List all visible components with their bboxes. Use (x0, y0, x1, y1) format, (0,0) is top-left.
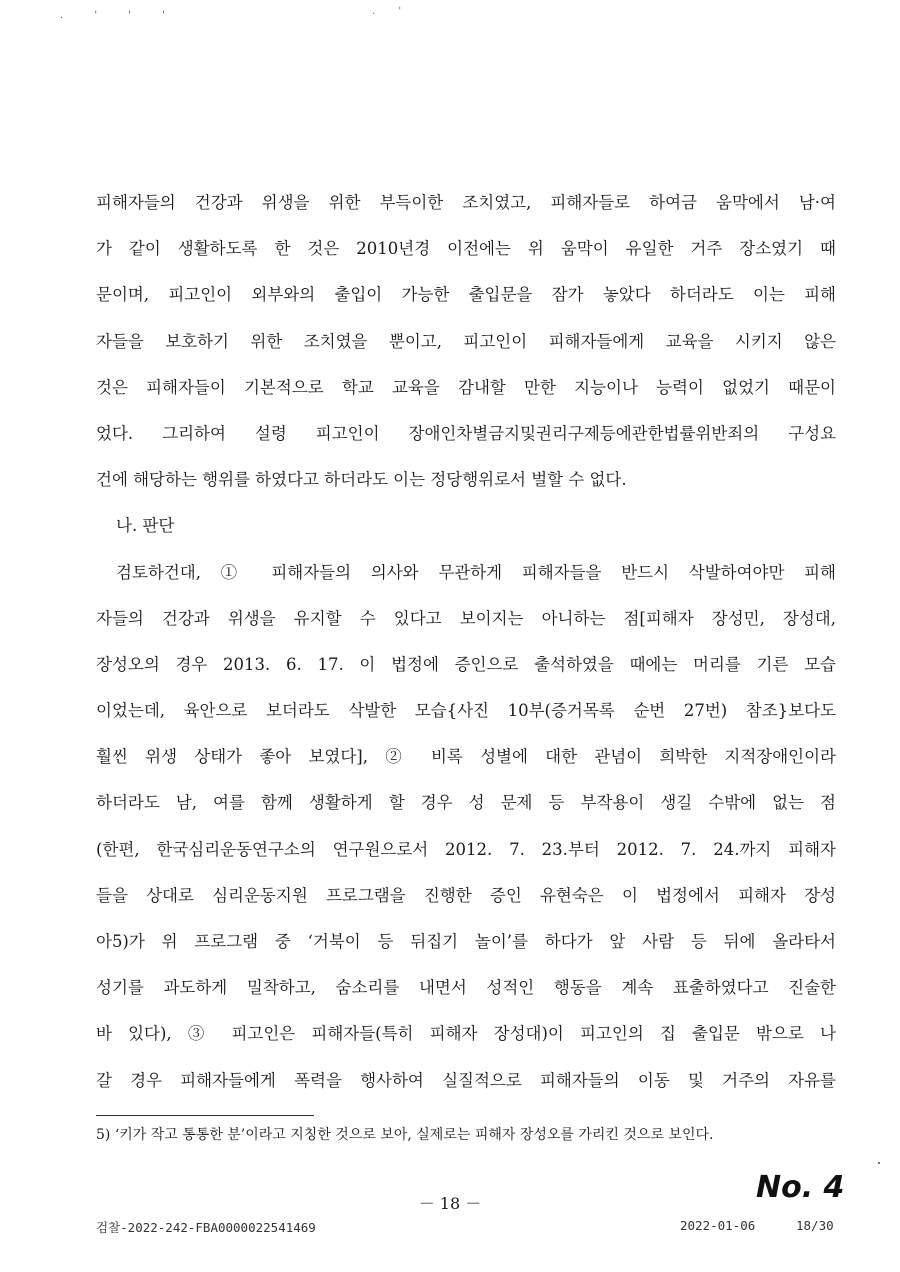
footer-document-id: 검찰-2022-242-FBA0000022541469 (96, 1220, 316, 1235)
text-line: 바 있다), ③ 피고인은 피해자들(특히 피해자 장성대)이 피고인의 집 출입문 밖으로 나 (96, 1024, 836, 1044)
footer-page-count: 18/30 (796, 1218, 834, 1233)
handwritten-page-stamp: No. 4 (756, 1170, 845, 1205)
footnote-divider (96, 1115, 314, 1116)
text-line: 들을 상대로 심리운동지원 프로그램을 진행한 증인 유현숙은 이 법정에서 피해자 장성 (96, 885, 836, 905)
text-line: 이었는데, 육안으로 보더라도 삭발한 모습{사진 10부(증거목록 순번 27번) 참조}보다도 (96, 701, 836, 721)
text-line: 피해자들의 건강과 위생을 위한 부득이한 조치였고, 피해자들로 하여금 움막에서 남·여 (96, 193, 836, 212)
text-line: 하더라도 남, 여를 함께 생활하게 할 경우 성 문제 등 부작용이 생길 수밖에 없는 점 (96, 793, 836, 813)
text-line: (한편, 한국심리운동연구소의 연구원으로서 2012. 7. 23.부터 2012. 7. 24.까지 피해자 (96, 839, 836, 859)
text-line: 자들의 건강과 위생을 유지할 수 있다고 보이지는 아니하는 점[피해자 장성민, 장성대, (96, 608, 836, 628)
text-line: 아5)가 위 프로그램 중 ‘거북이 등 뒤집기 놀이’를 하다가 앞 사람 등 뒤에 올라타서 (96, 932, 836, 951)
scan-specks: . ' (372, 6, 412, 17)
text-line: 자들을 보호하기 위한 조치였을 뿐이고, 피고인이 피해자들에게 교육을 시키지 않은 (96, 331, 836, 351)
scan-speck (878, 1162, 880, 1164)
text-line: 장성오의 경우 2013. 6. 17. 이 법정에 증인으로 출석하였을 때에는 머리를 기른 모습 (96, 654, 836, 674)
body-text (96, 180, 836, 1104)
text-line: 검토하건대, ① 피해자들의 의사와 무관하게 피해자들을 반드시 삭발하여야만 피해 (116, 562, 836, 582)
text-line: 훨씬 위생 상태가 좋아 보였다], ② 비록 성별에 대한 관념이 희박한 지적장애인이라 (96, 747, 836, 767)
text-line: 성기를 과도하게 밀착하고, 숨소리를 내면서 성적인 행동을 계속 표출하였다고 진술한 (96, 978, 836, 998)
page-number: － 18 － (418, 1194, 482, 1213)
section-heading: 나. 판단 (116, 516, 175, 536)
text-line: 었다. 그리하여 설령 피고인이 장애인차별금지및권리구제등에관한법률위반죄의 구성요 (96, 423, 836, 443)
footer-date: 2022-01-06 (680, 1218, 756, 1233)
text-line: 문이며, 피고인이 외부와의 출입이 가능한 출입문을 잠가 놓았다 하더라도 이는 피해 (96, 285, 836, 305)
text-line: 것은 피해자들이 기본적으로 학교 교육을 감내할 만한 지능이나 능력이 없었기 때문이 (96, 377, 836, 397)
scan-specks: . ' ' ' (60, 10, 179, 21)
text-line: 가 같이 생활하도록 한 것은 2010년경 이전에는 위 움막이 유일한 거주 장소였기 때 (96, 239, 836, 259)
text-line: 건에 해당하는 행위를 하였다고 하더라도 이는 정당행위로서 벌할 수 없다. (96, 470, 627, 490)
footnote: 5) ‘키가 작고 통통한 분’이라고 지칭한 것으로 보아, 실제로는 피해자 장성오를 가리킨 것으로 보인다. (96, 1127, 714, 1143)
text-line: 갈 경우 피해자들에게 폭력을 행사하여 실질적으로 피해자들의 이동 및 거주의 자유를 (96, 1070, 836, 1090)
